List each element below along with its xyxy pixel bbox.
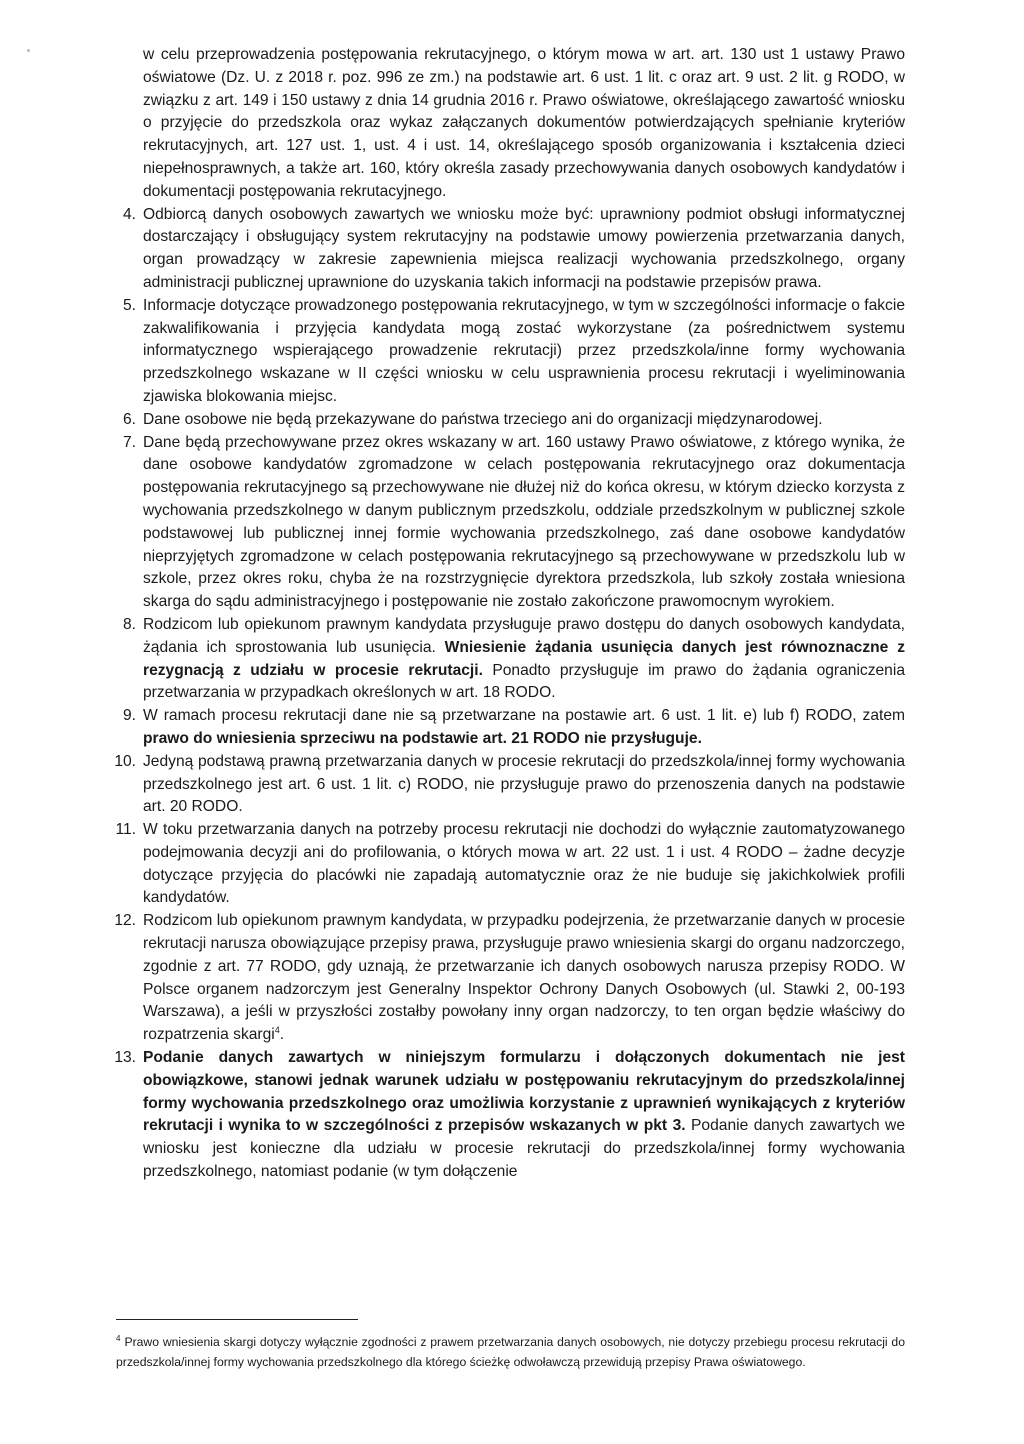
item-text: Rodzicom lub opiekunom prawnym kandydata, w przypadku podejrzenia, że przetwarzanie danych w procesie rekrutacji narusza obowiązujące przepisy prawa, przysługuje prawo wniesienia skargi do organu nadzorczego, zgodnie z art. 77 RODO, gdy uznają, że przetwarzanie ich danych osobowych narusza przepisy RODO. W Polsce organem nadzorczym jest Generalny Inspektor Ochrony Danych Osobowych (ul. Stawki 2, 00-193 Warszawa), a jeśli w przyszłości zostałby powołany inny organ nadzorczy, to ten organ będzie właściwy do rozpatrzenia skargi — [143, 912, 905, 1044]
list-item-12 — [106, 910, 905, 1047]
footnote-text: Prawo wniesienia skargi dotyczy wyłącznie zgodności z prawem przetwarzania danych osobowych, nie dotyczy przebiegu procesu rekrutacji do przedszkola/innej formy wychowania przedszkolnego dla którego ścieżkę odwoławczą przewidują przepisy Prawa oświatowego. — [116, 1335, 905, 1369]
item-bold-text: prawo do wniesienia sprzeciwu na podstawie art. 21 RODO nie przysługuje. — [143, 729, 702, 747]
item-bold-text: Wniesienie żądania usunięcia danych jest równoznaczne z rezygnacją z udziału w procesie rekrutacji. — [143, 638, 905, 679]
item-text-tail: . — [279, 1026, 285, 1044]
list-item-8 — [106, 614, 905, 705]
footnote-divider — [116, 1319, 358, 1320]
item-number: 10. — [114, 752, 136, 770]
numbered-list — [106, 204, 905, 1184]
document-body — [106, 44, 905, 1184]
item-number: 12. — [114, 912, 136, 930]
list-item-5 — [106, 295, 905, 409]
list-item-9 — [106, 705, 905, 751]
item-text: Rodzicom lub opiekunom prawnym kandydata przysługuje prawo dostępu do danych osobowych kandydata, żądania ich sprostowania lub usunięcia. — [143, 615, 905, 656]
item-text-continued: Ponadto przysługuje im prawo do żądania ograniczenia przetwarzania w przypadkach określonych w art. 18 RODO. — [143, 661, 905, 702]
item-number: 5. — [122, 296, 136, 314]
list-item-6 — [106, 409, 905, 432]
item-text: W ramach procesu rekrutacji dane nie są przetwarzane na postawie art. 6 ust. 1 lit. e) lub f) RODO, zatem — [143, 707, 905, 725]
item-number: 6. — [122, 410, 136, 428]
intro-paragraph: w celu przeprowadzenia postępowania rekrutacyjnego, o którym mowa w art. art. 130 ust 1 ustawy Prawo oświatowe (Dz. U. z 2018 r. poz. 996 ze zm.) na podstawie art. 6 ust. 1 lit. c oraz art. 9 ust. 2 lit. g RODO, w związku z art. 149 i 150 ustawy z dnia 14 grudnia 2016 r. Prawo oświatowe, określającego zawartość wniosku o przyjęcie do przedszkola oraz wykaz załączanych dokumentów potwierdzających spełnianie kryteriów rekrutacyjnych, art. 127 ust. 1, ust. 4 i ust. 14, określającego sposób organizowania i kształcenia dzieci niepełnosprawnych, a także art. 160, który określa zasady przechowywania danych osobowych kandydatów i dokumentacji postępowania rekrutacyjnego. — [143, 46, 905, 200]
list-item-10 — [106, 751, 905, 819]
item-number: 7. — [122, 433, 136, 451]
item-text: Dane osobowe nie będą przekazywane do państwa trzeciego ani do organizacji międzynarodowej. — [143, 410, 823, 428]
footnote — [116, 1332, 905, 1372]
item-text: Odbiorcą danych osobowych zawartych we wniosku może być: uprawniony podmiot obsługi informatycznej dostarczający i obsługujący system rekrutacyjny na podstawie umowy powierzenia przetwarzania danych, organ prowadzący w zakresie zapewnienia miejsca realizacji wychowania przedszkolnego, organy administracji publicznej uprawnione do uzyskania takich informacji na podstawie przepisów prawa. — [143, 205, 905, 291]
item-number: 13. — [114, 1049, 136, 1067]
footnote-reference: 4 — [274, 1025, 280, 1036]
scan-speck — [27, 49, 30, 52]
footnote-mark: 4 — [116, 1333, 121, 1343]
item-bold-text: Podanie danych zawartych w niniejszym formularzu i dołączonych dokumentach nie jest obowiązkowe, stanowi jednak warunek udziału w postępowaniu rekrutacyjnym do przedszkola/innej formy wychowania przedszkolnego oraz umożliwia korzystanie z uprawnień wynikających z kryteriów rekrutacji i wynika to w szczególności z przepisów wskazanych w pkt 3. — [143, 1049, 905, 1135]
item-number: 4. — [122, 205, 136, 223]
item-text: W toku przetwarzania danych na potrzeby procesu rekrutacji nie dochodzi do wyłącznie zautomatyzowanego podejmowania decyzji ani do profilowania, o których mowa w art. 22 ust. 1 i ust. 4 RODO – żadne decyzje dotyczące przyjęcia do placówki nie zapadają automatycznie oraz że nie buduje się jakichkolwiek profili kandydatów. — [143, 821, 905, 907]
item-number: 8. — [122, 615, 136, 633]
list-item-11 — [106, 819, 905, 910]
item-text: Jedyną podstawą prawną przetwarzania danych w procesie rekrutacji do przedszkola/innej formy wychowania przedszkolnego jest art. 6 ust. 1 lit. c) RODO, nie przysługuje prawo do przenoszenia danych na podstawie art. 20 RODO. — [143, 752, 905, 816]
item-number: 9. — [122, 707, 136, 725]
list-item-4 — [106, 204, 905, 295]
item-text-continued: Podanie danych zawartych we wniosku jest konieczne dla udziału w procesie rekrutacji do przedszkola/innej formy wychowania przedszkolnego, natomiast podanie (w tym dołączenie — [143, 1117, 905, 1181]
list-item-13 — [106, 1047, 905, 1184]
item-text: Dane będą przechowywane przez okres wskazany w art. 160 ustawy Prawo oświatowe, z którego wynika, że dane osobowe kandydatów zgromadzone w celach postępowania rekrutacyjnego oraz dokumentacja postępowania rekrutacyjnego są przechowywane nie dłużej niż do końca okresu, w którym dziecko korzysta z wychowania przedszkolnego w danym publicznym przedszkolu, oddziale przedszkolnym w publicznej szkole podstawowej lub publicznej innej formie wychowania przedszkolnego, zaś dane osobowe kandydatów nieprzyjętych zgromadzone w celach postępowania rekrutacyjnego są przechowywane w przedszkolu lub w szkole, przez okres roku, chyba że na rozstrzygnięcie dyrektora przedszkola, lub szkoły została wniesiona skarga do sądu administracyjnego i postępowanie nie zostało zakończone prawomocnym wyrokiem. — [143, 433, 905, 611]
item-number: 11. — [115, 821, 136, 839]
item-text: Informacje dotyczące prowadzonego postępowania rekrutacyjnego, w tym w szczególności informacje o fakcie zakwalifikowania i przyjęcia kandydata mogą zostać wykorzystane (za pośrednictwem systemu informatycznego wspierającego prowadzenie rekrutacji) przez przedszkola/inne formy wychowania przedszkolnego wskazane w II części wniosku w celu usprawnienia procesu rekrutacji i wyeliminowania zjawiska blokowania miejsc. — [143, 296, 905, 405]
list-item-7 — [106, 432, 905, 614]
